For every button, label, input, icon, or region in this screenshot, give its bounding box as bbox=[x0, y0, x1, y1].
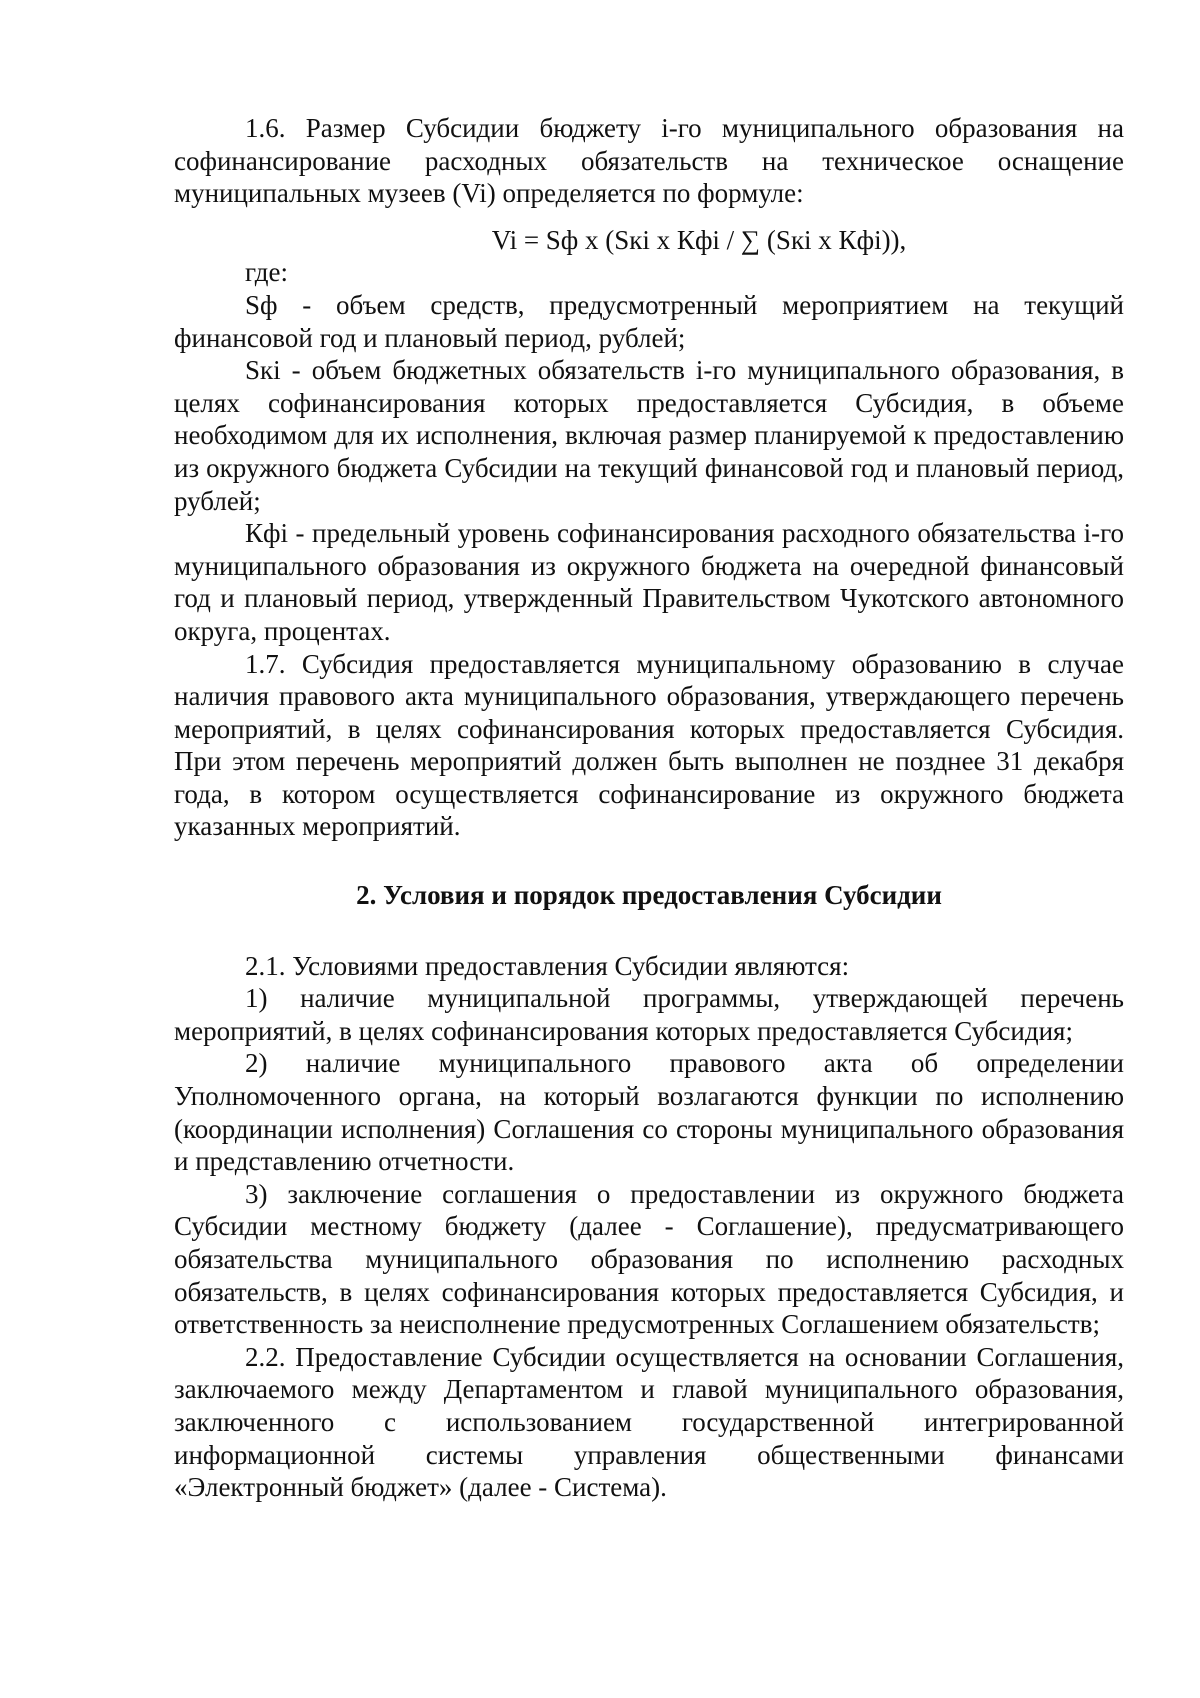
paragraph-2-1: 2.1. Условиями предоставления Субсидии являются: bbox=[245, 950, 850, 981]
section-2-heading: 2. Условия и порядок предоставления Субсидии bbox=[356, 880, 942, 911]
condition-item-1: 1) наличие муниципальной программы, утверждающей перечень мероприятий, в целях софинансирования которых предоставляется Субсидия; bbox=[174, 983, 1124, 1046]
definition-sf: Sф - объем средств, предусмотренный мероприятием на текущий финансовой год и плановый период, рублей; bbox=[174, 289, 1124, 353]
paragraph-2-2: 2.2. Предоставление Субсидии осуществляется на основании Соглашения, заключаемого между Департаментом и главой муниципального образования, заключенного с использованием государственной интегрированной информационной системы управления общественными финансами «Электронный бюджет» (далее - Система). bbox=[174, 1341, 1124, 1503]
condition-item-3: 3) заключение соглашения о предоставлении из окружного бюджета Субсидии местному бюджету (далее - Соглашение), предусматривающего обязательства муниципального образования по исполнению расходных обязательств, в целях софинансирования которых предоставляется Субсидия, и ответственность за неисполнение предусмотренных Соглашением обязательств; bbox=[174, 1178, 1124, 1340]
paragraph-1-6: 1.6. Размер Субсидии бюджету i-го муниципального образования на софинансирование расходных обязательств на техническое оснащение муниципальных музеев (Vi) определяется по формуле: bbox=[174, 113, 1124, 209]
document-page bbox=[174, 112, 1124, 1504]
condition-item-2: 2) наличие муниципального правового акта об определении Уполномоченного органа, на который возлагаются функции по исполнению (координации исполнения) Соглашения со стороны муниципального образования и представлению отчетности. bbox=[174, 1048, 1124, 1177]
definition-ski: Sкi - объем бюджетных обязательств i-го муниципального образования, в целях софинансирования которых предоставляется Субсидия, в объеме необходимом для их исполнения, включая размер планируемой к предоставлению из окружного бюджета Субсидии на текущий финансовой год и плановый период, рублей; bbox=[174, 355, 1124, 516]
paragraph-1-7: 1.7. Субсидия предоставляется муниципальному образованию в случае наличия правового акта муниципального образования, утверждающего перечень мероприятий, в целях софинансирования которых предоставляется Субсидия. При этом перечень мероприятий должен быть выполнен не позднее 31 декабря года, в котором осуществляется софинансирование из окружного бюджета указанных мероприятий. bbox=[174, 648, 1124, 842]
where-label: где: bbox=[245, 257, 288, 288]
definition-kfi: Кфi - предельный уровень софинансирования расходного обязательства i-го муниципального образования из окружного бюджета на очередной финансовый год и плановый период, утвержденный Правительством Чукотского автономного округа, процентах. bbox=[174, 518, 1124, 646]
formula-vi: Vi = Sф x (Sкi x Кфi / ∑ (Sкi x Кфi)), bbox=[491, 224, 907, 255]
